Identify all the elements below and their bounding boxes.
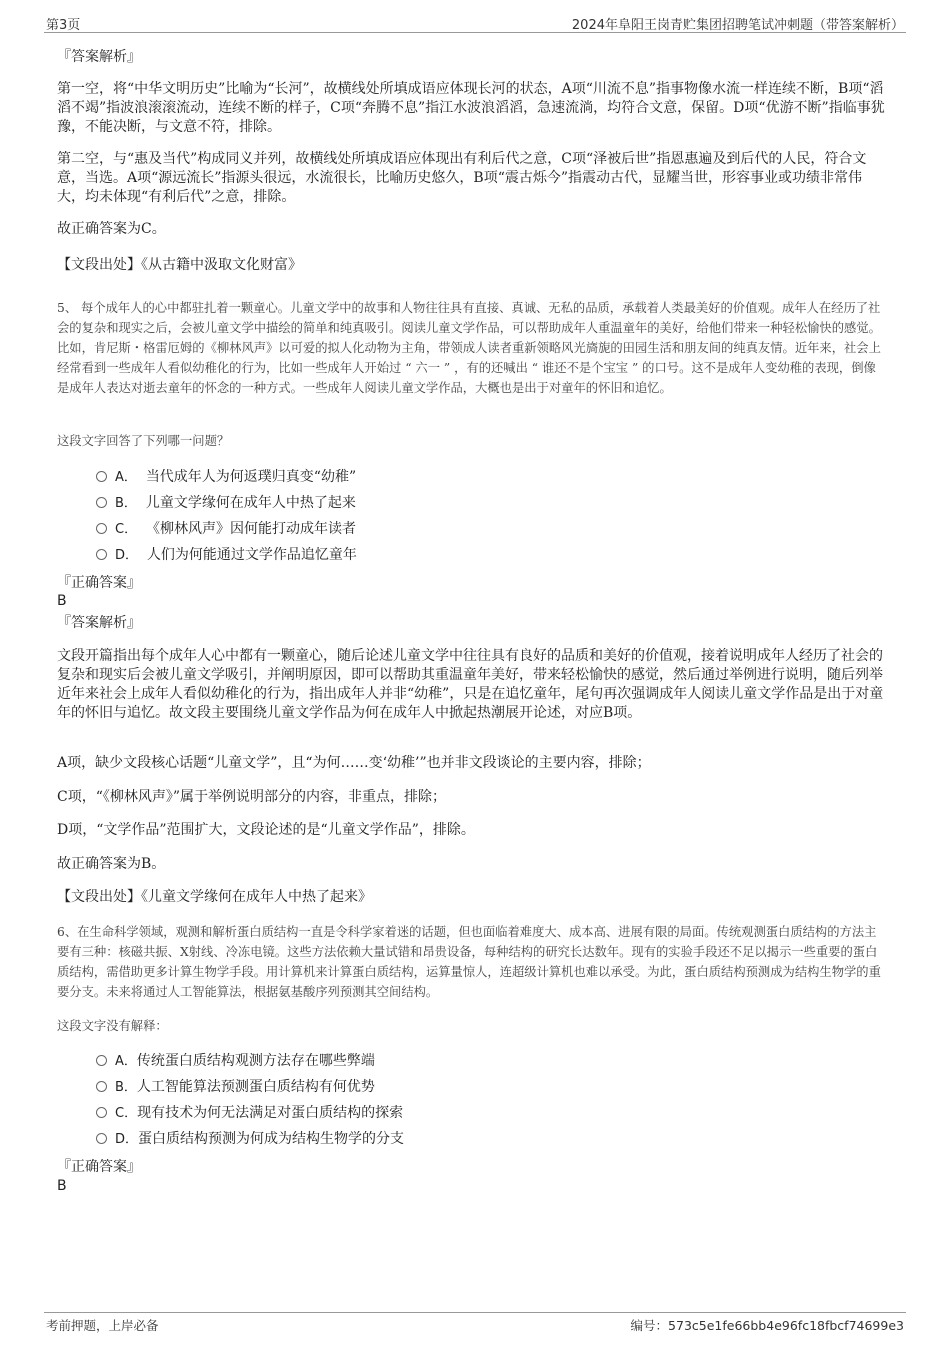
page-footer <box>44 1312 906 1335</box>
q5-source: 【文段出处】《儿童文学缘何在成年人中热了起来》 <box>57 889 372 905</box>
q4-analysis-para1: 第一空，将“中华文明历史”比喻为“长河”，故横线处所填成语应体现长河的状态，A项“川流不息”指事物像水流一样连续不断，B项“滔滔不竭”指波浪滚滚流动，连续不断的样子，C项“奔腾不息”指江水波浪滔滔，急速流淌，均符合文意，保留。D项“优游不断”指临事犹豫，不能决断，与文意不符，排除。 <box>57 81 885 135</box>
radio-icon[interactable] <box>96 549 107 560</box>
q6-correct-label: 『正确答案』 <box>57 1159 141 1175</box>
radio-icon[interactable] <box>96 471 107 482</box>
footer-slogan: 考前押题，上岸必备 <box>46 1318 159 1333</box>
q5-conclusion: 故正确答案为B。 <box>57 856 166 872</box>
document-title: 2024年阜阳王岗青贮集团招聘笔试冲刺题（带答案解析） <box>571 18 904 33</box>
q6-question: 这段文字没有解释： <box>57 1019 168 1033</box>
q4-source: 【文段出处】《从古籍中汲取文化财富》 <box>57 257 302 273</box>
radio-icon[interactable] <box>96 497 107 508</box>
q5-option-d[interactable]: D． 人们为何能通过文学作品追忆童年 <box>96 545 357 565</box>
q6-correct-answer: B <box>57 1178 67 1194</box>
radio-icon[interactable] <box>96 1055 107 1066</box>
q5-passage: 5、 每个成年人的心中都驻扎着一颗童心。儿童文学中的故事和人物往往具有直接、真诚、无私的品质，承载着人类最美好的价值观。成年人在经历了社会的复杂和现实之后，会被儿童文学中描绘的简单和纯真吸引。阅读儿童文学作品，可以帮助成年人重温童年的美好，给他们带来一种轻松愉快的感觉。比如，肯尼斯・格雷厄姆的《柳林风声》以可爱的拟人化动物为主角，带领成人读者重新领略风光旖旎的田园生活和朋友间的纯真友情。近年来，社会上经常看到一些成年人看似幼稚化的行为，比如一些成年人开始过 “ 六一 ” ，有的还喊出 “ 谁还不是个宝宝 ” 的口号。这不是成年人变幼稚的表现，倒像是成年人表达对逝去童年的怀念的一种方式。一些成年人阅读儿童文学作品，大概也是出于对童年的怀旧和追忆。 <box>57 301 881 395</box>
q6-option-c[interactable]: C．现有技术为何无法满足对蛋白质结构的探索 <box>96 1103 403 1123</box>
radio-icon[interactable] <box>96 1133 107 1144</box>
q5-option-c[interactable]: C． 《柳林风声》因何能打动成年读者 <box>96 519 356 539</box>
document-id: 编号：573c5e1fe66bb4e96fc18fbcf74699e3 <box>630 1318 904 1333</box>
q5-option-b[interactable]: B． 儿童文学缘何在成年人中热了起来 <box>96 493 356 513</box>
q5-question: 这段文字回答了下列哪一问题？ <box>57 434 230 448</box>
q4-analysis-label: 『答案解析』 <box>57 49 141 65</box>
q5-analysis-para3: C项，“《柳林风声》”属于举例说明部分的内容，非重点，排除； <box>57 789 447 805</box>
q6-option-d[interactable]: D．蛋白质结构预测为何成为结构生物学的分支 <box>96 1129 404 1149</box>
q5-analysis-para1: 文段开篇指出每个成年人心中都有一颗童心，随后论述儿童文学中往往具有良好的品质和美好的价值观，接着说明成年人经历了社会的复杂和现实后会被儿童文学吸引，并阐明原因，即可以帮助其重温童年美好，带来轻松愉快的感觉，然后通过举例进行说明，随后列举近年来社会上成年人看似幼稚化的行为，指出成年人并非“幼稚”，只是在追忆童年，尾句再次强调成年人阅读儿童文学作品是出于对童年的怀旧与追忆。故文段主要围绕儿童文学作品为何在成年人中掀起热潮展开论述，对应B项。 <box>57 648 884 721</box>
q6-passage: 6、在生命科学领域，观测和解析蛋白质结构一直是令科学家着迷的话题，但也面临着难度大、成本高、进展有限的局面。传统观测蛋白质结构的方法主要有三种：核磁共振、X射线、冷冻电镜。这些方法依赖大量试错和昂贵设备，每种结构的研究长达数年。现有的实验手段还不足以揭示一些重要的蛋白质结构，需借助更多计算生物学手段。用计算机来计算蛋白质结构，运算量惊人，连超级计算机也难以承受。为此，蛋白质结构预测成为结构生物学的重要分支。未来将通过人工智能算法，根据氨基酸序列预测其空间结构。 <box>57 925 881 999</box>
q4-analysis-para2: 第二空，与“惠及当代”构成同义并列，故横线处所填成语应体现出有利后代之意，C项“泽被后世”指恩惠遍及到后代的人民，符合文意，当选。A项“源远流长”指源头很远，水流很长，比喻历史悠久，B项“震古烁今”指震动古代，显耀当世，形容事业或功绩非常伟大，均未体现“有利后代”之意，排除。 <box>57 151 867 205</box>
page-header <box>44 14 906 33</box>
q5-analysis-para2: A项，缺少文段核心话题“儿童文学”，且“为何……变‘幼稚’”也并非文段谈论的主要内容，排除； <box>57 755 651 771</box>
q5-correct-label: 『正确答案』 <box>57 575 141 591</box>
page-number: 第3页 <box>46 18 81 33</box>
q6-option-a[interactable]: A．传统蛋白质结构观测方法存在哪些弊端 <box>96 1051 375 1071</box>
q5-correct-answer: B <box>57 593 67 609</box>
radio-icon[interactable] <box>96 1107 107 1118</box>
q4-conclusion: 故正确答案为C。 <box>57 221 166 237</box>
q6-option-b[interactable]: B．人工智能算法预测蛋白质结构有何优势 <box>96 1077 375 1097</box>
q5-analysis-label: 『答案解析』 <box>57 615 141 631</box>
radio-icon[interactable] <box>96 523 107 534</box>
radio-icon[interactable] <box>96 1081 107 1092</box>
q5-option-a[interactable]: A． 当代成年人为何返璞归真变“幼稚” <box>96 467 356 487</box>
q5-analysis-para4: D项，“文学作品”范围扩大，文段论述的是“儿童文学作品”，排除。 <box>57 822 475 838</box>
